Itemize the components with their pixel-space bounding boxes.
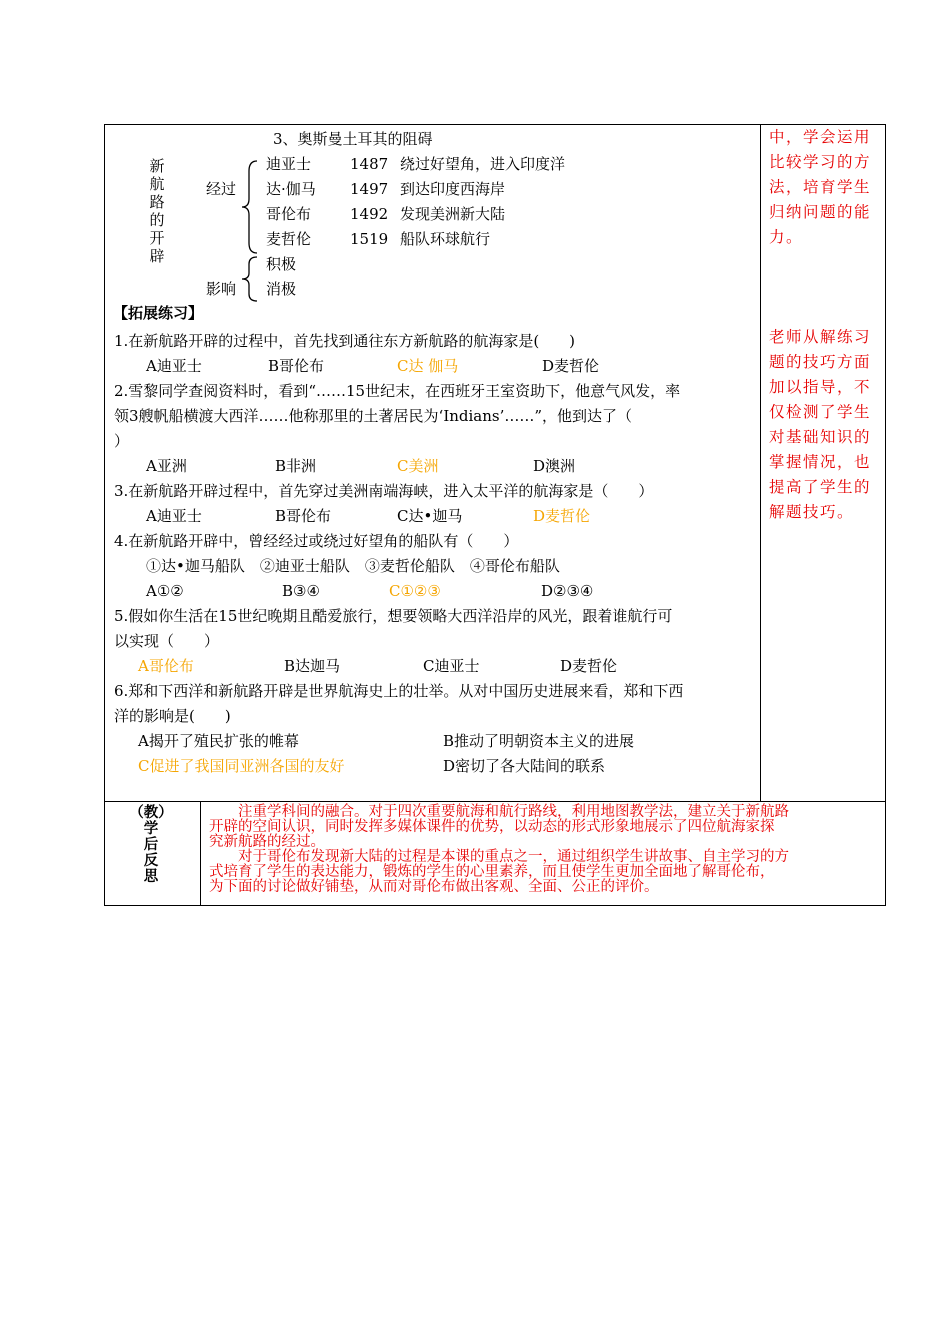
- option-a: A迪亚士: [146, 507, 202, 525]
- option-a: A揭开了殖民扩张的帷幕: [138, 732, 299, 750]
- option-a: A①②: [146, 582, 184, 600]
- option-d-answer: D麦哲伦: [533, 507, 591, 525]
- option-b: B③④: [282, 582, 320, 600]
- reflection-divider: [200, 801, 201, 905]
- voyage-event: 到达印度西海岸: [400, 180, 506, 198]
- option-a: A迪亚士: [146, 357, 202, 375]
- option-b: B哥伦布: [275, 507, 332, 525]
- option-d: D②③④: [541, 582, 594, 600]
- question-stem: ）: [114, 432, 130, 450]
- column-divider: [760, 125, 761, 801]
- question-stem: 6.郑和下西洋和新航路开辟是世界航海史上的壮举。从对中国历史进展来看，郑和下西: [114, 682, 684, 700]
- question-stem: 4.在新航路开辟中，曾经经过或绕过好望角的船队有（ ）: [114, 532, 519, 550]
- question-stem: 以实现（ ）: [114, 632, 220, 650]
- impact-brace: [241, 255, 263, 303]
- row-divider: [105, 801, 885, 802]
- voyage-name: 麦哲伦: [266, 230, 312, 248]
- option-c-answer: C美洲: [397, 457, 439, 475]
- question-stem: 1.在新航路开辟的过程中，首先找到通往东方新航路的航海家是( ): [114, 332, 576, 350]
- option-b: B推动了明朝资本主义的进展: [443, 732, 635, 750]
- reflection-label: （教） 学 后 反 思: [129, 804, 173, 885]
- impact-label: 影响: [206, 280, 237, 298]
- outline-vertical-title: 新 航 路 的 开 辟: [149, 157, 165, 265]
- process-label: 经过: [206, 180, 237, 198]
- question-stem: 5.假如你生活在15世纪晚期且酷爱旅行，想要领略大西洋沿岸的风光，跟着谁航行可: [114, 607, 673, 625]
- voyage-year: 1519: [350, 230, 389, 248]
- voyage-year: 1492: [350, 205, 389, 223]
- option-b: B达迦马: [284, 657, 341, 675]
- question-stem: 2.雪黎同学查阅资料时，看到“……15世纪末，在西班牙王室资助下，他意气风发，率: [114, 382, 681, 400]
- question-stem: 洋的影响是( ): [114, 707, 231, 725]
- voyage-event: 船队环球航行: [400, 230, 491, 248]
- option-d: D密切了各大陆间的联系: [443, 757, 606, 775]
- lesson-table: [104, 124, 886, 906]
- option-c-answer: C促进了我国同亚洲各国的友好: [138, 757, 345, 775]
- option-c-answer: C①②③: [389, 582, 441, 600]
- impact-negative: 消极: [266, 280, 297, 298]
- option-a-answer: A哥伦布: [138, 657, 194, 675]
- question-items: ①达•迦马船队 ②迪亚士船队 ③麦哲伦船队 ④哥伦布船队: [146, 557, 560, 575]
- question-stem: 3.在新航路开辟过程中，首先穿过美洲南端海峡，进入太平洋的航海家是（ ）: [114, 482, 654, 500]
- voyage-year: 1487: [350, 155, 389, 173]
- side-note-guidance: 老师从解练习 题的技巧方面 加以指导，不 仅检测了学生 对基础知识的 掌握情况，也 提高了学生的 解题技巧。: [769, 328, 872, 521]
- voyage-name: 迪亚士: [266, 155, 312, 173]
- exercise-title: 【拓展练习】: [113, 304, 204, 322]
- option-d: D澳洲: [533, 457, 576, 475]
- reflection-text: 注重学科间的融合。对于四次重要航海和航行路线，利用地图教学法，建立关于新航路 开辟的空间认识，同时发挥多媒体课件的优势，以动态的形式形象地展示了四位航海家探 究新航路的经过。 对于哥伦布发现新大陆的过程是本课的重点之一，通过组织学生讲故事、自主学习的方 式培育了学生的表达能力，锻炼的学生的心里素养，而且使学生更加全面地了解哥伦布， 为下面的讨论做好铺垫，从而对哥伦布做出客观、全面、公正的评价。: [209, 804, 789, 895]
- process-brace: [241, 159, 263, 255]
- option-a: A亚洲: [146, 457, 187, 475]
- voyage-event: 发现美洲新大陆: [400, 205, 506, 223]
- option-b: B哥伦布: [268, 357, 325, 375]
- option-c: C迪亚士: [423, 657, 480, 675]
- question-stem: 领3艘帆船横渡大西洋……他称那里的土著居民为‘Indians’……”，他到达了（: [114, 407, 633, 425]
- option-c: C达•迦马: [397, 507, 463, 525]
- option-d: D麦哲伦: [542, 357, 600, 375]
- outline-heading: 3、奥斯曼土耳其的阻碍: [273, 130, 433, 148]
- impact-positive: 积极: [266, 255, 297, 273]
- option-b: B非洲: [275, 457, 317, 475]
- voyage-year: 1497: [350, 180, 389, 198]
- option-d: D麦哲伦: [560, 657, 618, 675]
- voyage-event: 绕过好望角，进入印度洋: [400, 155, 566, 173]
- option-c-answer: C达 伽马: [397, 357, 459, 375]
- side-note-method: 中，学会运用 比较学习的方 法，培育学生 归纳问题的能 力。: [769, 128, 872, 246]
- voyage-name: 哥伦布: [266, 205, 312, 223]
- voyage-name: 达·伽马: [266, 180, 316, 198]
